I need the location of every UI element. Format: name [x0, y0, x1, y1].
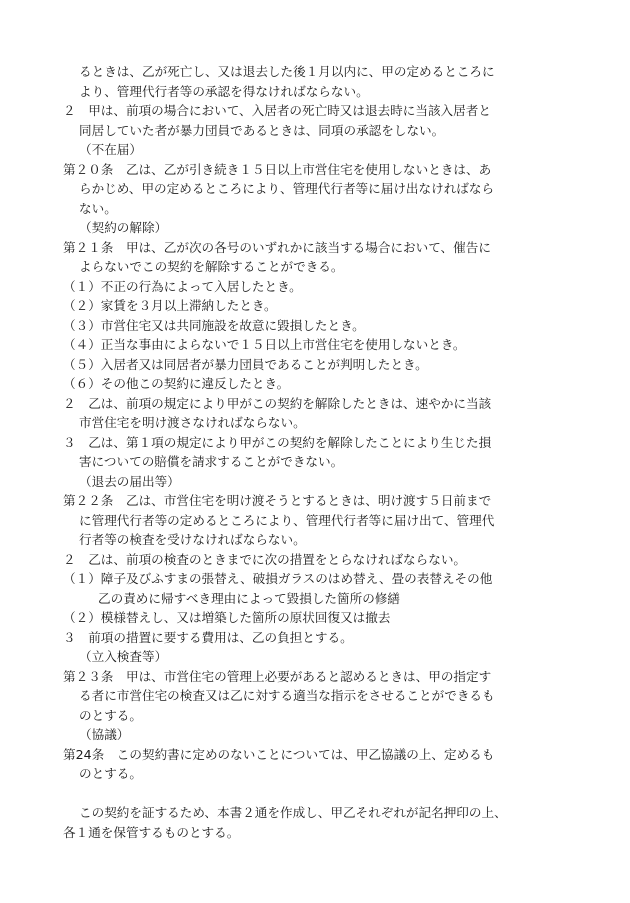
list-item: （１）不正の行為によって入居したとき。	[63, 279, 302, 294]
text-line: らかじめ、甲の定めるところにより、管理代行者等に届け出なければなら	[79, 181, 495, 196]
text-line: 乙の責めに帰すべき理由によって毀損した箇所の修繕	[98, 591, 400, 606]
list-item: （６）その他この契約に違反したとき。	[63, 376, 290, 391]
text-line: のとする。	[79, 708, 142, 723]
text-line: に管理代行者等の定めるところにより、管理代行者等に届け出て、管理代	[79, 513, 495, 528]
list-item: （３）市営住宅又は共同施設を故意に毀損したとき。	[63, 318, 365, 333]
text-line: ２ 乙は、前項の検査のときまでに次の措置をとらなければならない。	[63, 552, 466, 567]
section-heading: （協議）	[79, 727, 130, 742]
article-line: 第24条 この契約書に定めのないことについては、甲乙協議の上、定めるも	[63, 747, 495, 762]
text-line: のとする。	[79, 766, 142, 781]
text-line: ２ 甲は、前項の場合において、入居者の死亡時又は退去時に当該入居者と	[63, 103, 491, 118]
list-item: （２）家賃を３月以上滞納したとき。	[63, 298, 277, 313]
text-line: ない。	[79, 201, 117, 216]
article-line: 第２１条 甲は、乙が次の各号のいずれかに該当する場合において、催告に	[63, 240, 491, 255]
list-item: （５）入居者又は同居者が暴力団員であることが判明したとき。	[63, 357, 428, 372]
text-line: ２ 乙は、前項の規定により甲がこの契約を解除したときは、速やかに当該	[63, 396, 492, 411]
text-line: ３ 乙は、第１項の規定により甲がこの契約を解除したことにより生じた損	[63, 435, 492, 450]
closing-text: この契約を証するため、本書２通を作成し、甲乙それぞれが記名押印の上、	[79, 805, 507, 820]
section-heading: （退去の届出等）	[79, 474, 180, 489]
article-line: 第２３条 甲は、市営住宅の管理上必要があると認めるときは、甲の指定す	[63, 669, 492, 684]
text-line: 行者等の検査を受けなければならない。	[79, 532, 306, 547]
list-item: （４）正当な事由によらないで１５日以上市営住宅を使用しないとき。	[63, 337, 466, 352]
closing-text: 各１通を保管するものとする。	[63, 825, 240, 840]
text-line: より、管理代行者等の承認を得なければならない。	[79, 84, 369, 99]
text-line: 同居していた者が暴力団員であるときは、同項の承認をしない。	[79, 123, 445, 138]
section-heading: （立入検査等）	[79, 649, 168, 664]
section-heading: （契約の解除）	[79, 220, 168, 235]
text-line: 市営住宅を明け渡さなければならない。	[79, 415, 306, 430]
article-line: 第２０条 乙は、乙が引き続き１５日以上市営住宅を使用しないときは、あ	[63, 162, 492, 177]
text-line: 害についての賠償を請求することができない。	[79, 454, 344, 469]
text-line: よらないでこの契約を解除することができる。	[79, 259, 344, 274]
text-line: るときは、乙が死亡し、又は退去した後１月以内に、甲の定めるところに	[79, 64, 495, 79]
article-line: 第２２条 乙は、市営住宅を明け渡そうとするときは、明け渡す５日前まで	[63, 493, 492, 508]
text-line: る者に市営住宅の検査又は乙に対する適当な指示をさせることができるも	[79, 688, 495, 703]
text-line: ３ 前項の措置に要する費用は、乙の負担とする。	[63, 630, 353, 645]
section-heading: （不在届）	[79, 142, 142, 157]
list-item: （１）障子及びふすまの張替え、破損ガラスのはめ替え、畳の表替えその他	[63, 571, 493, 586]
list-item: （２）模様替えし、又は増築した箇所の原状回復又は撤去	[63, 610, 391, 625]
